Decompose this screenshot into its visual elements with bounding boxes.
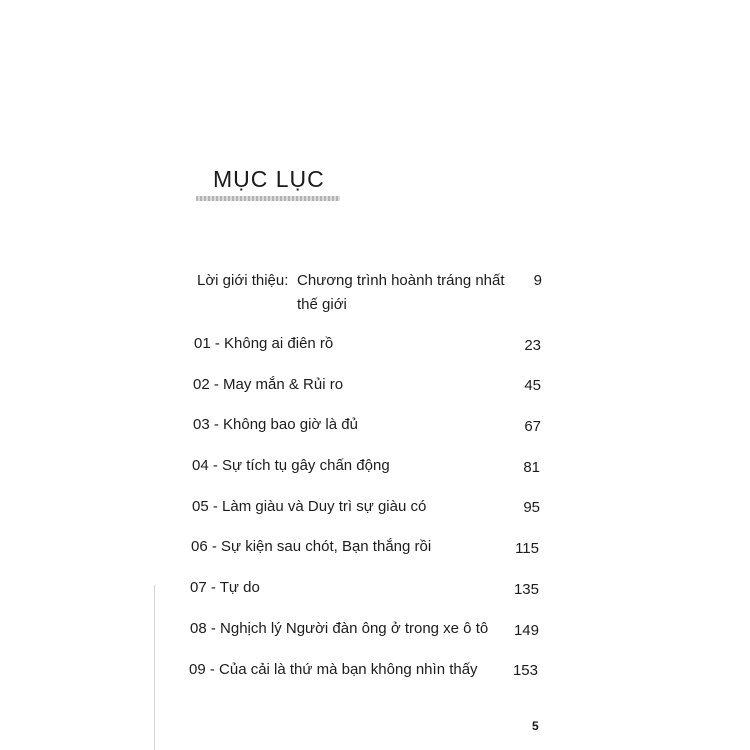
page-title: MỤC LỤC [213, 166, 325, 192]
toc-page-05: 95 [523, 499, 540, 516]
page-number: 5 [532, 719, 539, 733]
toc-entry-09: 09 - Của cải là thứ mà bạn không nhìn thấy [189, 661, 478, 678]
intro-title-line2: thế giới [297, 296, 347, 313]
toc-entry-05: 05 - Làm giàu và Duy trì sự giàu có [192, 498, 427, 515]
toc-page-08: 149 [513, 622, 539, 639]
toc-page-07: 135 [513, 581, 539, 598]
intro-prefix: Lời giới thiệu: [197, 272, 289, 289]
toc-page-01: 23 [524, 337, 541, 354]
toc-page-04: 81 [523, 459, 540, 476]
toc-entry-06: 06 - Sự kiện sau chót, Bạn thắng rồi [191, 538, 432, 555]
intro-page-number: 9 [533, 272, 542, 289]
toc-page-02: 45 [524, 377, 541, 394]
toc-entry-02: 02 - May mắn & Rủi ro [193, 376, 344, 393]
toc-page-06: 115 [515, 540, 539, 557]
toc-entry-01: 01 - Không ai điên rồ [194, 335, 334, 352]
toc-entry-04: 04 - Sự tích tụ gây chấn động [192, 457, 390, 474]
toc-entry-07: 07 - Tự do [190, 579, 260, 596]
toc-entry-03: 03 - Không bao giờ là đủ [193, 416, 358, 433]
intro-title-line1: Chương trình hoành tráng nhất [297, 272, 505, 289]
toc-page-09: 153 [512, 662, 538, 679]
toc-entry-08: 08 - Nghịch lý Người đàn ông ở trong xe ô tô [190, 620, 489, 637]
toc-page-03: 67 [524, 418, 541, 435]
